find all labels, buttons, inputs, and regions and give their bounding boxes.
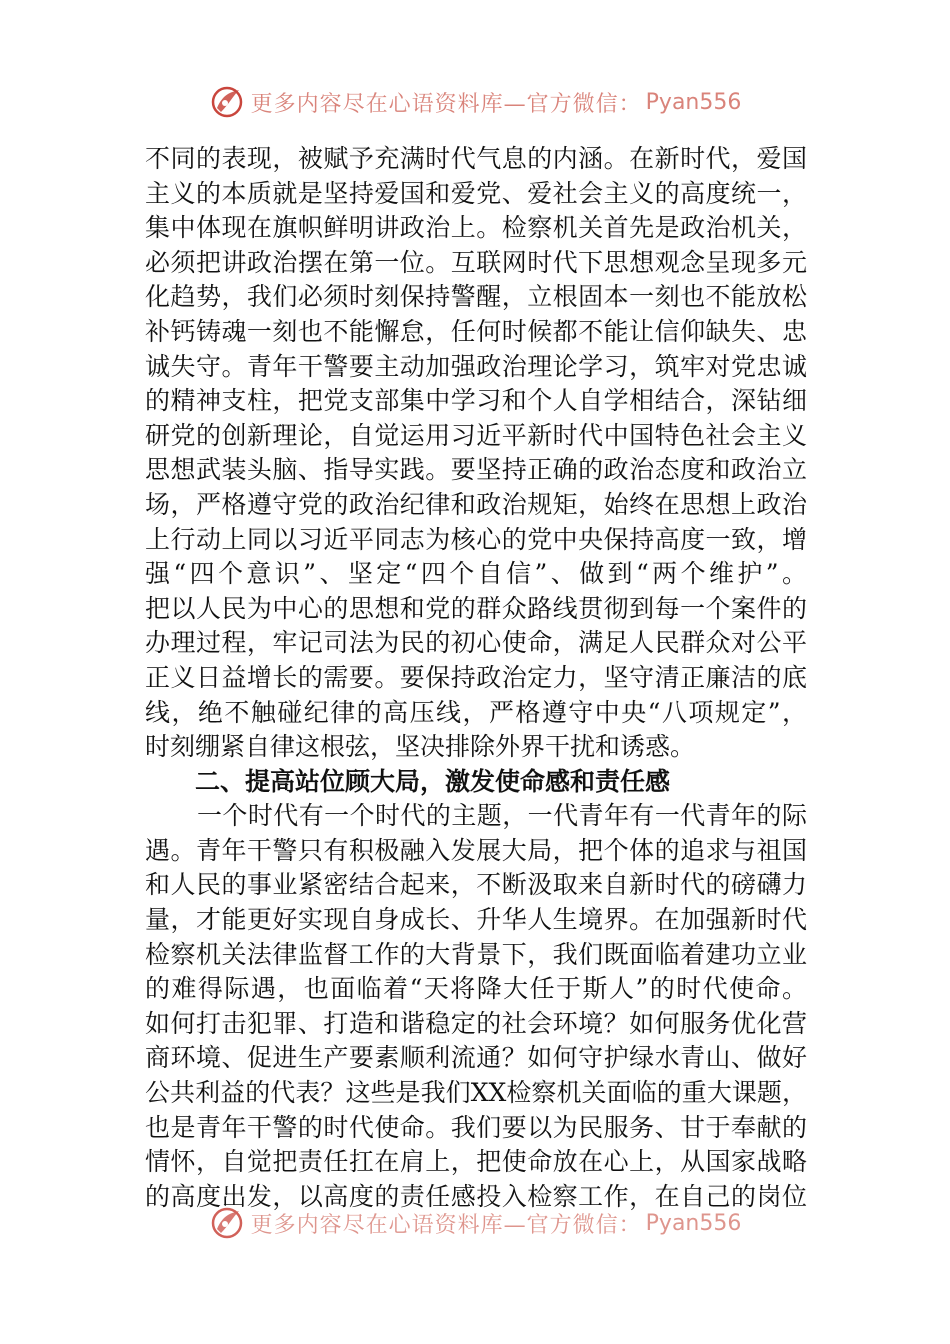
text-line: 上行动上同以习近平同志为核心的党中央保持高度一致，增 [145, 524, 807, 554]
text-line: 的精神支柱，把党支部集中学习和个人自学相结合，深钻细 [145, 386, 807, 416]
watermark-wechat-id: Pyan556 [645, 1210, 742, 1236]
text-line: 检察机关法律监督工作的大背景下，我们既面临着建功立业 [145, 939, 807, 969]
watermark-header [0, 82, 950, 122]
text-line: 公共利益的代表？这些是我们XX检察机关面临的重大课题， [145, 1078, 807, 1108]
text-line: 的难得际遇，也面临着“天将降大任于斯人”的时代使命。 [145, 974, 807, 1004]
watermark-logo-icon [209, 1205, 245, 1241]
text-line: 和人民的事业紧密结合起来，不断汲取来自新时代的磅礴力 [145, 870, 807, 900]
text-line: 遇。青年干警只有积极融入发展大局，把个体的追求与祖国 [145, 835, 807, 865]
paragraph-1 [145, 142, 807, 730]
text-line: 正义日益增长的需要。要保持政治定力，坚守清正廉洁的底 [145, 662, 807, 692]
text-line: 也是青年干警的时代使命。我们要以为民服务、甘于奉献的 [145, 1112, 807, 1142]
text-line: 办理过程，牢记司法为民的初心使命，满足人民群众对公平 [145, 628, 807, 658]
paragraph-2 [145, 834, 807, 1215]
text-line: 集中体现在旗帜鲜明讲政治上。检察机关首先是政治机关， [145, 213, 807, 243]
watermark-logo-icon [209, 84, 245, 120]
text-line: 补钙铸魂一刻也不能懈怠，任何时候都不能让信仰缺失、忠 [145, 316, 807, 346]
text-line: 如何打击犯罪、打造和谐稳定的社会环境？如何服务优化营 [145, 1008, 807, 1038]
text-line: 研党的创新理论，自觉运用习近平新时代中国特色社会主义 [145, 420, 807, 450]
text-line: 不同的表现，被赋予充满时代气息的内涵。在新时代，爱国 [145, 144, 807, 173]
watermark-text: 更多内容尽在心语资料库—官方微信： [250, 1212, 642, 1238]
text-line: 场，严格遵守党的政治纪律和政治规矩，始终在思想上政治 [145, 489, 807, 519]
text-line: 的高度出发，以高度的责任感投入检察工作，在自己的岗位 [145, 1181, 807, 1211]
text-line: 主义的本质就是坚持爱国和爱党、爱社会主义的高度统一， [145, 178, 807, 208]
paragraph-1-last-line: 时刻绷紧自律这根弦，坚决排除外界干扰和诱惑。 [145, 732, 696, 762]
text-line: 必须把讲政治摆在第一位。互联网时代下思想观念呈现多元 [145, 247, 807, 277]
text-line: 强“四个意识”、坚定“四个自信”、做到“两个维护”。 [145, 559, 807, 589]
text-line: 商环境、促进生产要素顺利流通？如何守护绿水青山、做好 [145, 1043, 807, 1073]
text-line: 量，才能更好实现自身成长、升华人生境界。在加强新时代 [145, 905, 807, 935]
text-line: 线，绝不触碰纪律的高压线，严格遵守中央“八项规定”， [145, 697, 807, 727]
text-line: 诚失守。青年干警要主动加强政治理论学习，筑牢对党忠诚 [145, 351, 807, 381]
watermark-wechat-id: Pyan556 [645, 89, 742, 115]
text-line: 思想武装头脑、指导实践。要坚持正确的政治态度和政治立 [145, 455, 807, 485]
watermark-text: 更多内容尽在心语资料库—官方微信： [250, 91, 642, 117]
section-heading: 二、提高站位顾大局，激发使命感和责任感 [195, 766, 671, 796]
watermark-footer [0, 1203, 950, 1243]
text-line: 化趋势，我们必须时刻保持警醒，立根固本一刻也不能放松 [145, 282, 807, 312]
text-line: 情怀，自觉把责任扛在肩上，把使命放在心上，从国家战略 [145, 1147, 807, 1177]
text-line: 把以人民为中心的思想和党的群众路线贯彻到每一个案件的 [145, 593, 807, 623]
paragraph-2-first-line: 一个时代有一个时代的主题，一代青年有一代青年的际 [197, 801, 807, 831]
document-body [145, 142, 807, 1214]
